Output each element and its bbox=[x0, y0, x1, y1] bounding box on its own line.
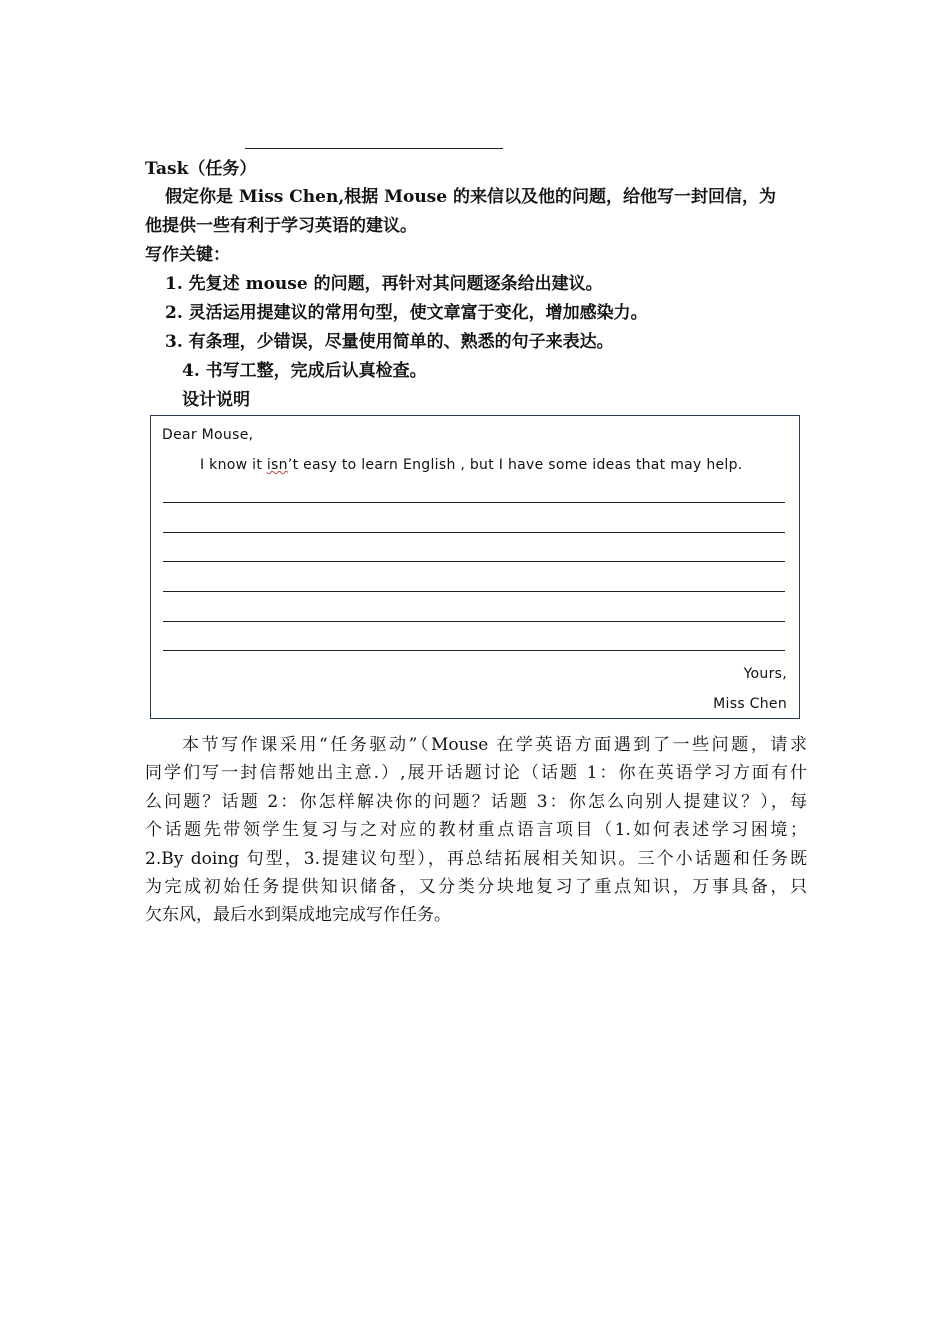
description-line: 同学们写一封信帮她出主意.）,展开话题讨论（话题 1：你在英语学习方面有什 bbox=[145, 763, 807, 784]
description-line: 个话题先带领学生复习与之对应的教材重点语言项目（1.如何表述学习困境； bbox=[145, 820, 807, 841]
writing-key-1: 1. 先复述 mouse 的问题，再针对其问题逐条给出建议。 bbox=[165, 274, 603, 294]
task-heading: Task（任务） bbox=[145, 159, 257, 179]
letter-greeting: Dear Mouse, bbox=[162, 427, 254, 443]
description-line: 本节写作课采用“任务驱动”（Mouse 在学英语方面遇到了一些问题，请求 bbox=[182, 735, 807, 755]
design-label: 设计说明 bbox=[182, 390, 250, 410]
description-line: 么问题？话题 2：你怎样解决你的问题？话题 3：你怎么向别人提建议？），每 bbox=[145, 791, 807, 812]
task-prompt-line2: 他提供一些有利于学习英语的建议。 bbox=[145, 216, 417, 236]
writing-key-2: 2. 灵活运用提建议的常用句型，使文章富于变化，增加感染力。 bbox=[165, 303, 648, 323]
writing-line bbox=[163, 621, 785, 622]
letter-signature: Miss Chen bbox=[713, 696, 787, 712]
writing-line bbox=[163, 591, 785, 592]
opening-text-b: ’t easy to learn English , but I have some ideas that may help. bbox=[287, 457, 743, 473]
writing-line bbox=[163, 561, 785, 562]
letter-closing: Yours, bbox=[743, 666, 787, 682]
top-underline bbox=[245, 148, 503, 149]
description-line: 欠东风，最后水到渠成地完成写作任务。 bbox=[145, 905, 451, 926]
opening-text-a: I know it bbox=[200, 457, 267, 473]
writing-line bbox=[163, 650, 785, 651]
writing-key-4: 4. 书写工整，完成后认真检查。 bbox=[182, 361, 427, 381]
task-prompt-line1: 假定你是 Miss Chen,根据 Mouse 的来信以及他的问题，给他写一封回信，为 bbox=[165, 187, 776, 207]
letter-opening-line bbox=[200, 457, 743, 473]
writing-line bbox=[163, 502, 785, 503]
opening-text-wavy: isn bbox=[266, 457, 288, 473]
description-line: 为完成初始任务提供知识储备，又分类分块地复习了重点知识，万事具备，只 bbox=[145, 877, 807, 898]
writing-keys-label: 写作关键： bbox=[145, 245, 230, 265]
description-line: 2.By doing 句型，3.提建议句型），再总结拓展相关知识。三个小话题和任务既 bbox=[145, 848, 807, 869]
writing-key-3: 3. 有条理，少错误，尽量使用简单的、熟悉的句子来表达。 bbox=[165, 332, 614, 352]
writing-line bbox=[163, 532, 785, 533]
letter-template-box bbox=[150, 415, 800, 719]
design-description-paragraph bbox=[145, 731, 807, 930]
